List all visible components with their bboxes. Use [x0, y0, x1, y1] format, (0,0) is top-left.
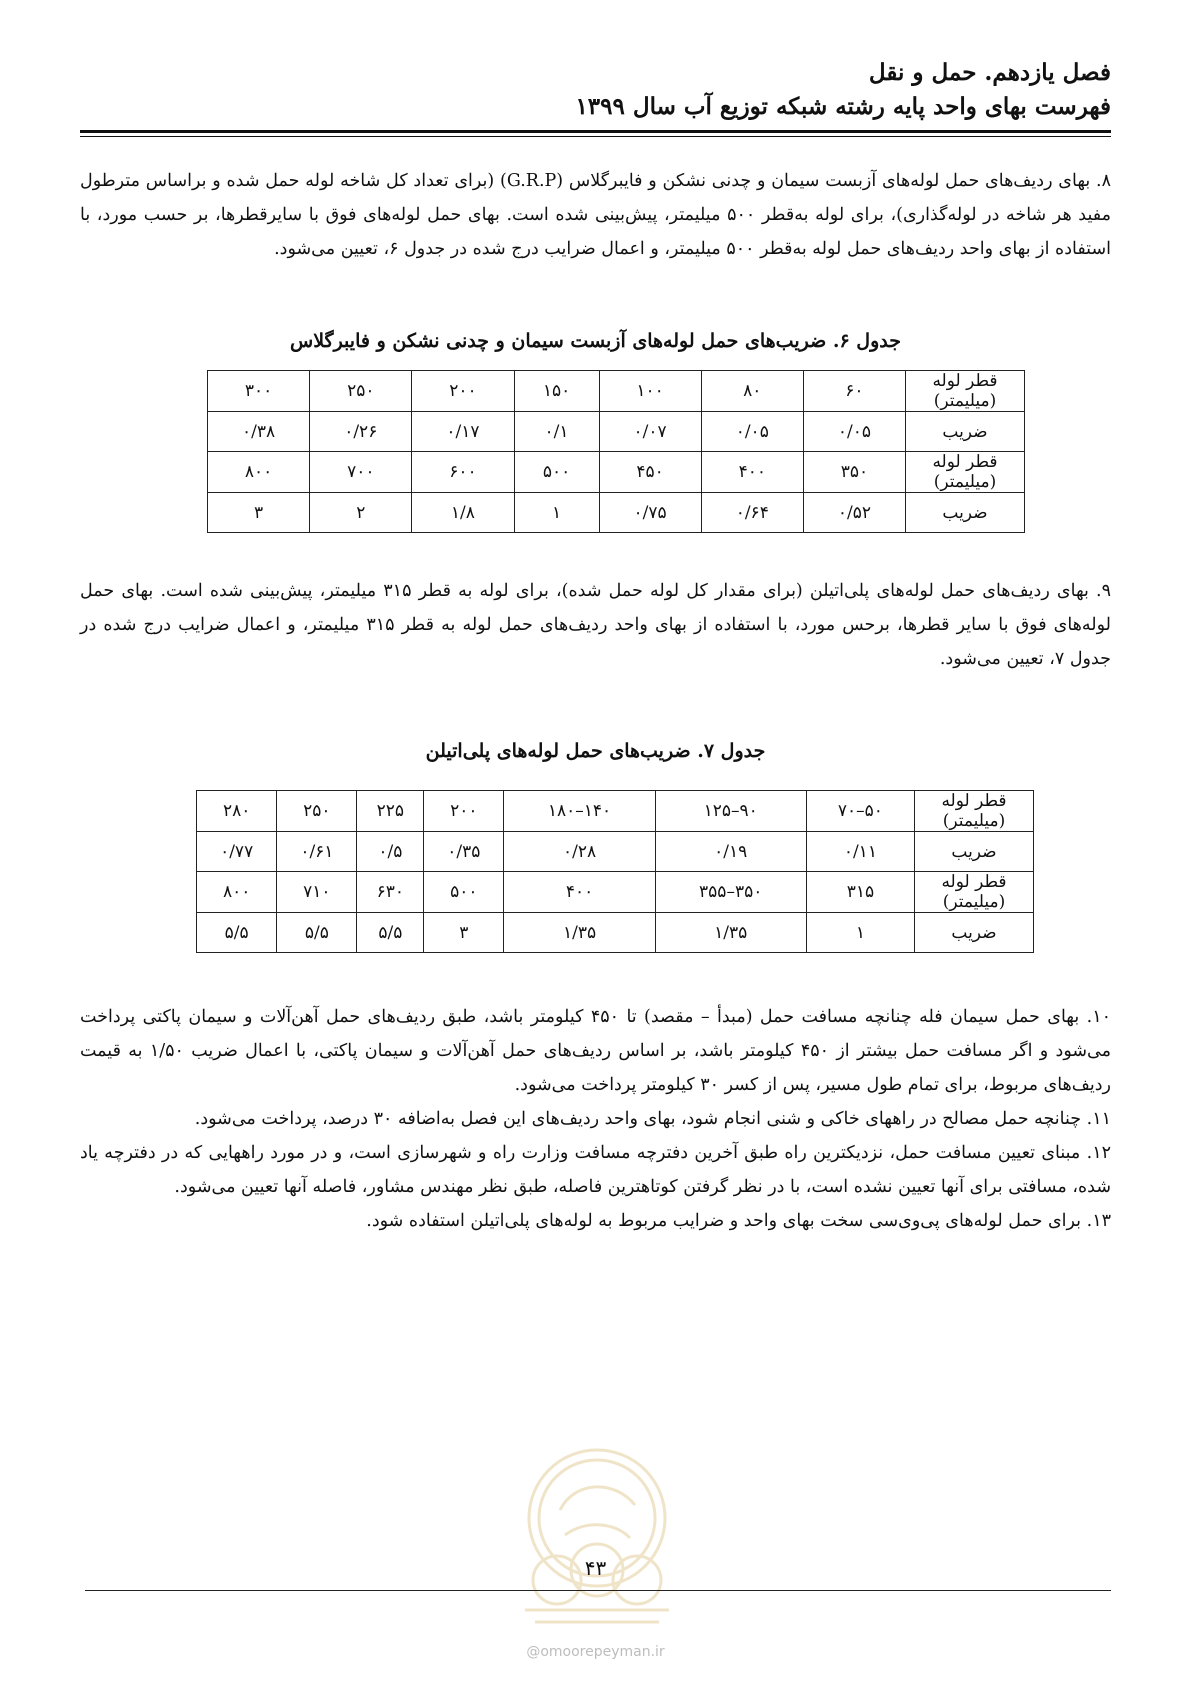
table-row [208, 452, 1025, 493]
value-cell: ۹۰–۱۲۵ [655, 791, 806, 832]
website-watermark: @omoorepeyman.ir [526, 1644, 665, 1660]
table-row [208, 371, 1025, 412]
value-cell: ۰/۶۴ [701, 493, 803, 533]
value-cell: ۱/۸ [412, 493, 514, 533]
value-cell: ۳ [424, 913, 504, 953]
paragraph-12: ۱۲. مبنای تعیین مسافت حمل، نزدیکترین راه طبق آخرین دفترچه مسافت وزارت راه و شهرسازی است، و در مورد راههایی که در دفترچه یاد شده، مسافتی برای آنها تعیین نشده است، با در نظر گرفتن کوتاهترین فاصله، طبق نظر مهندس مشاور، فاصله آنها تعیین می‌شود. [80, 1143, 1111, 1197]
table-row [197, 872, 1034, 913]
row-label-cell: ضریب [906, 493, 1025, 533]
value-cell: ۰/۷۷ [197, 832, 277, 872]
value-cell: ۵۰–۷۰ [806, 791, 914, 832]
table-7 [196, 790, 1034, 953]
value-cell: ۷۰۰ [310, 452, 412, 493]
value-cell: ۳ [208, 493, 310, 533]
value-cell: ۴۵۰ [599, 452, 701, 493]
value-cell: ۴۰۰ [504, 872, 655, 913]
value-cell: ۰/۱۷ [412, 412, 514, 452]
value-cell: ۲۵۰ [310, 371, 412, 412]
row-label-cell: ضریب [906, 412, 1025, 452]
footer-rule [85, 1590, 1111, 1591]
value-cell: ۰/۱۹ [655, 832, 806, 872]
paragraph-13: ۱۳. برای حمل لوله‌های پی‌وی‌سی سخت بهای واحد و ضرایب مربوط به لوله‌های پلی‌اتیلن استفاده شود. [366, 1211, 1111, 1231]
value-cell: ۵/۵ [357, 913, 424, 953]
paragraph-11: ۱۱. چنانچه حمل مصالح در راههای خاکی و شنی انجام شود، بهای واحد ردیف‌های این فصل به‌اضافه ۳۰ درصد، پرداخت می‌شود. [194, 1109, 1111, 1129]
value-cell: ۸۰۰ [197, 872, 277, 913]
value-cell: ۵۰۰ [424, 872, 504, 913]
value-cell: ۱۵۰ [514, 371, 599, 412]
value-cell: ۱ [514, 493, 599, 533]
paragraph-9: ۹. بهای ردیف‌های حمل لوله‌های پلی‌اتیلن (برای مقدار کل لوله حمل شده)، برای لوله به قطر ۳۱۵ میلیمتر، پیش‌بینی شده است. بهای حمل لوله‌های فوق با سایر قطرها، برحس مورد، با استفاده از بهای واحد ردیف‌های حمل لوله به قطر ۳۱۵ میلیمتر، و اعمال ضرایب درج شده در جدول ۷، تعیین می‌شود. [80, 581, 1112, 669]
row-label-cell: قطر لوله (میلیمتر) [906, 452, 1025, 493]
value-cell: ۵۰۰ [514, 452, 599, 493]
value-cell: ۶۰۰ [412, 452, 514, 493]
value-cell: ۶۳۰ [357, 872, 424, 913]
value-cell: ۲۰۰ [412, 371, 514, 412]
table-row [208, 412, 1025, 452]
value-cell: ۰/۳۵ [424, 832, 504, 872]
document-title: فهرست بهای واحد پایه رشته شبکه توزیع آب سال ۱۳۹۹ [575, 93, 1111, 120]
row-label-cell: ضریب [915, 832, 1034, 872]
value-cell: ۰/۲۶ [310, 412, 412, 452]
value-cell: ۳۵۰–۳۵۵ [655, 872, 806, 913]
value-cell: ۰/۵۲ [803, 493, 905, 533]
value-cell: ۸۰ [701, 371, 803, 412]
value-cell: ۱ [806, 913, 914, 953]
value-cell: ۰/۲۸ [504, 832, 655, 872]
row-label-cell: قطر لوله (میلیمتر) [906, 371, 1025, 412]
value-cell: ۰/۶۱ [277, 832, 357, 872]
value-cell: ۰/۰۵ [701, 412, 803, 452]
table-7-caption: جدول ۷. ضریب‌های حمل لوله‌های پلی‌اتیلن [425, 740, 766, 762]
paragraph-8: ۸. بهای ردیف‌های حمل لوله‌های آزبست سیمان و چدنی نشکن و فایبرگلاس (G.R.P) (برای تعداد کل شاخه لوله حمل شده و براساس مترطول مفید هر شاخه در لوله‌گذاری)، برای لوله به‌قطر ۵۰۰ میلیمتر، پیش‌بینی شده است. بهای حمل لوله‌های فوق با سایرقطرها، بر حسب مورد، با استفاده از بهای واحد ردیف‌های حمل لوله به‌قطر ۵۰۰ میلیمتر، و اعمال ضرایب درج شده در جدول ۶، تعیین می‌شود. [80, 171, 1111, 259]
value-cell: ۲۸۰ [197, 791, 277, 832]
value-cell: ۲ [310, 493, 412, 533]
chapter-title: فصل یازدهم. حمل و نقل [868, 59, 1111, 86]
value-cell: ۱/۳۵ [655, 913, 806, 953]
row-label-cell: ضریب [915, 913, 1034, 953]
value-cell: ۰/۰۵ [803, 412, 905, 452]
header-rule-thin [80, 136, 1111, 137]
value-cell: ۵/۵ [197, 913, 277, 953]
value-cell: ۰/۱ [514, 412, 599, 452]
table-row [197, 791, 1034, 832]
value-cell: ۲۰۰ [424, 791, 504, 832]
paragraph-10: ۱۰. بهای حمل سیمان فله چنانچه مسافت حمل (مبدأ – مقصد) تا ۴۵۰ کیلومتر باشد، طبق ردیف‌های حمل آهن‌آلات و سیمان پاکتی پرداخت می‌شود و اگر مسافت حمل بیشتر از ۴۵۰ کیلومتر باشد، بر اساس ردیف‌های حمل آهن‌آلات و سیمان پاکتی، با اعمال ضریب ۱/۵۰ به قیمت ردیف‌های مربوط، برای تمام طول مسیر، پس از کسر ۳۰ کیلومتر پرداخت می‌شود. [80, 1007, 1112, 1095]
value-cell: ۱۰۰ [599, 371, 701, 412]
value-cell: ۲۵۰ [277, 791, 357, 832]
value-cell: ۱۴۰–۱۸۰ [504, 791, 655, 832]
table-row [208, 493, 1025, 533]
table-6-caption: جدول ۶. ضریب‌های حمل لوله‌های آزبست سیمان و چدنی نشکن و فایبرگلاس [290, 330, 901, 352]
value-cell: ۱/۳۵ [504, 913, 655, 953]
value-cell: ۰/۵ [357, 832, 424, 872]
table-6 [207, 370, 1025, 533]
value-cell: ۰/۱۱ [806, 832, 914, 872]
value-cell: ۰/۷۵ [599, 493, 701, 533]
page-header [80, 56, 1111, 124]
row-label-cell: قطر لوله (میلیمتر) [915, 791, 1034, 832]
value-cell: ۴۰۰ [701, 452, 803, 493]
header-rule-thick [80, 130, 1111, 133]
stamp-logo [505, 1440, 689, 1630]
value-cell: ۰/۰۷ [599, 412, 701, 452]
value-cell: ۲۲۵ [357, 791, 424, 832]
value-cell: ۸۰۰ [208, 452, 310, 493]
value-cell: ۳۱۵ [806, 872, 914, 913]
table-row [197, 832, 1034, 872]
value-cell: ۳۵۰ [803, 452, 905, 493]
value-cell: ۳۰۰ [208, 371, 310, 412]
value-cell: ۶۰ [803, 371, 905, 412]
value-cell: ۰/۳۸ [208, 412, 310, 452]
table-row [197, 913, 1034, 953]
row-label-cell: قطر لوله (میلیمتر) [915, 872, 1034, 913]
value-cell: ۷۱۰ [277, 872, 357, 913]
page-number: ۴۳ [584, 1556, 607, 1580]
value-cell: ۵/۵ [277, 913, 357, 953]
